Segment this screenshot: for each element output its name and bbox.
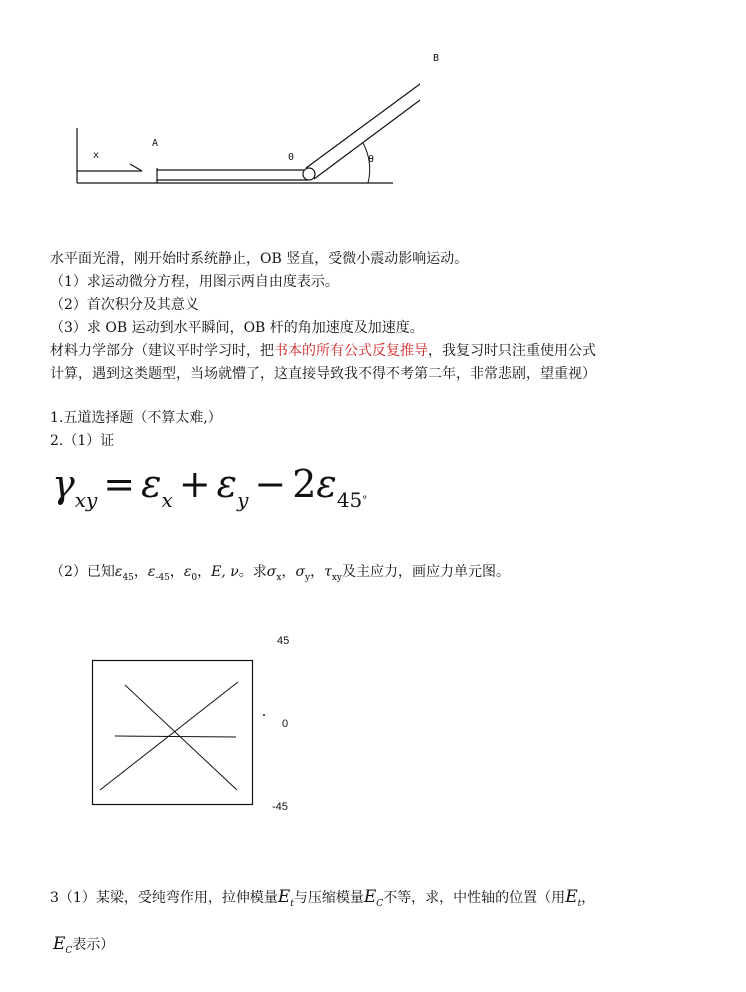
q2-sub-sxy: xy (331, 573, 343, 583)
q3-et: E (277, 887, 291, 907)
q3-ec2-sub: C (65, 946, 73, 956)
q3-pre: 3（1）某梁，受纯弯作用，拉伸模量 (50, 890, 278, 906)
text-line-5-post: ，我复习时只注重使用公式 (428, 343, 596, 359)
q2-epsm45: ε (147, 564, 156, 580)
q3-end: 表示） (72, 937, 115, 953)
q2-sep1: ， (133, 564, 148, 580)
formula-coef: 2 (292, 462, 317, 506)
text-line-4: （3）求 OB 运动到水平瞬间，OB 杆的角加速度及加速度。 (50, 320, 424, 336)
formula-sub-x: x (161, 488, 173, 512)
q3-comma: ， (581, 890, 596, 906)
q3-et-sub: t (290, 899, 294, 909)
text-line-5 (50, 341, 596, 361)
text-line-3: （2）首次积分及其意义 (50, 297, 199, 313)
q2-pre: （2）已知 (50, 564, 115, 580)
formula-sub-45: 45 (336, 488, 363, 512)
q2-sep5: ， (310, 564, 325, 580)
text-line-6: 计算，遇到这类题型，当场就懵了，这直接导致我不得不考第二年，非常悲剧，望重视） (50, 366, 596, 382)
q2-ev: E, ν (211, 564, 239, 580)
q3-ec: E (363, 887, 377, 907)
q3-et2: E (565, 887, 578, 907)
q2-eps0: ε (183, 564, 192, 580)
text-line-1: 水平面光滑，刚开始时系统静止，OB 竖直，受微小震动影响运动。 (50, 251, 469, 267)
label-x: x (93, 150, 100, 161)
formula-plus: + (178, 462, 211, 506)
q2-sigma-x: σ (266, 564, 277, 580)
q2-sub-sy: y (305, 573, 311, 583)
q3-post: 不等，求，中性轴的位置（用 (383, 890, 566, 906)
q2-mid: 。求 (238, 564, 267, 580)
rosette-label-45: 45 (277, 635, 290, 647)
formula-gamma-sub: xy (74, 488, 98, 512)
q3-ec-sub: C (376, 899, 384, 909)
stray-dot (263, 714, 265, 716)
strain-rosette-figure (90, 658, 256, 808)
label-b: B (433, 53, 440, 64)
q3-et2-sub: t (577, 899, 582, 909)
q2-sub0: 0 (191, 573, 198, 583)
formula-eps-y: ε (216, 462, 238, 506)
q3-ec2: E (53, 934, 66, 954)
q2-sub45: 45 (122, 573, 134, 583)
mechanism-figure (60, 40, 420, 200)
rosette-label-m45: -45 (272, 801, 288, 813)
label-o: 0 (288, 152, 295, 163)
label-a: A (152, 138, 159, 149)
q2-tau: τ (324, 564, 332, 580)
question-2-2 (50, 562, 510, 588)
text-line-5-pre: 材料力学部分（建议平时学习时，把 (50, 343, 274, 359)
formula-sub-y: y (237, 488, 249, 512)
rosette-label-0: 0 (282, 718, 289, 730)
q2-sep4: ， (281, 564, 296, 580)
formula-eps-45: ε (316, 462, 337, 506)
text-line-7: 1.五道选择题（不算太难,） (50, 410, 222, 426)
question-3 (50, 887, 595, 914)
q2-sub-sx: x (276, 573, 282, 583)
question-3-cont (53, 934, 114, 961)
formula-gamma: γ (52, 462, 75, 506)
formula-eq: = (103, 462, 136, 506)
q2-subm45: -45 (155, 573, 170, 583)
q3-mid: 与压缩模量 (293, 890, 364, 906)
strain-formula (52, 461, 367, 524)
q2-sep3: ， (197, 564, 212, 580)
q2-sep2: ， (169, 564, 184, 580)
q2-sigma-y: σ (295, 564, 305, 580)
formula-eps-x: ε (141, 462, 162, 506)
formula-minus: − (254, 462, 287, 506)
label-theta: θ (368, 154, 375, 165)
formula-deg: ° (362, 495, 368, 506)
text-line-2: （1）求运动微分方程，用图示两自由度表示。 (50, 274, 339, 290)
q2-post: 及主应力，画应力单元图。 (342, 564, 511, 580)
q2-eps45: ε (114, 564, 123, 580)
text-line-8: 2.（1）证 (50, 433, 115, 449)
text-line-5-highlight: 书本的所有公式反复推导 (274, 343, 428, 359)
